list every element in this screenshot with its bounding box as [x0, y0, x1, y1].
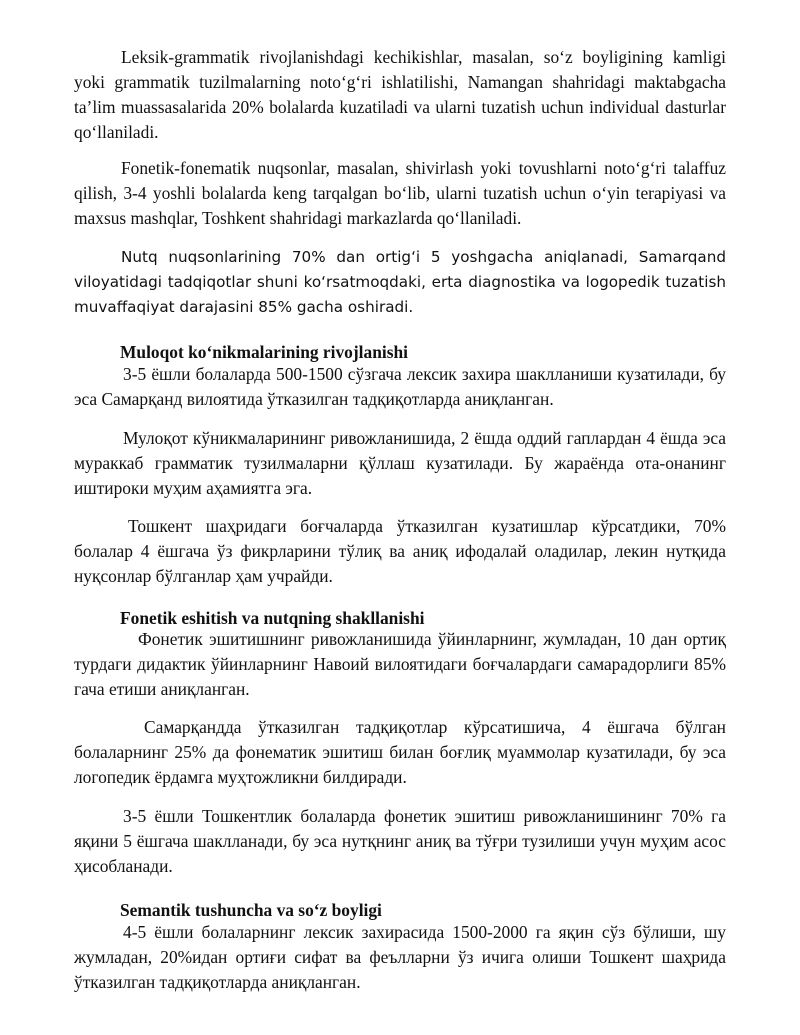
paragraph-phonetic-phonemic-defects: Fonetik-fonematik nuqsonlar, masalan, shivirlash yoki tovushlarni noto‘g‘ri talaffuz qilish, 3-4 yoshli bolalarda keng tarqalgan bo‘lib, ularni tuzatish uchun o‘yin terapiyasi va maxsus mashqlar, Toshkent shahridagi markazlarda qo‘llaniladi.	[74, 158, 726, 228]
section-heading-semantic-vocabulary: Semantik tushuncha va so‘z boyligi	[120, 900, 382, 920]
paragraph-lexical-grammatical-delays: Leksik-grammatik rivojlanishdagi kechikishlar, masalan, so‘z boyligining kamligi yoki grammatik tuzilmalarning noto‘g‘ri ishlatilishi, Namangan shahridagi maktabgacha ta’lim muassasalarida 20% bolalarda kuzatiladi va ularni tuzatish uchun individual dasturlar qo‘llaniladi.	[74, 47, 726, 142]
section-heading-communication-skills: Muloqot ko‘nikmalarining rivojlanishi	[120, 342, 408, 362]
paragraph-didactic-games: Фонетик эшитишнинг ривожланишида ўйинларнинг, жумладан, 10 дан ортиқ турдаги дидактик ўйинларнинг Навоий вилоятидаги боғчалардаги самарадорлиги 85% гача етиши аниқланган.	[74, 629, 726, 699]
section-heading-phonetic-hearing: Fonetik eshitish va nutqning shakllanishi	[120, 608, 425, 628]
paragraph-tashkent-phonetic-hearing: 3-5 ёшли Тошкентлик болаларда фонетик эшитиш ривожланишининг 70% га яқини 5 ёшгача шаклланади, бу эса нутқнинг аниқ ва тўғри тузилиши учун муҳим асос ҳисобланади.	[74, 806, 726, 876]
paragraph-tashkent-observations: Тошкент шаҳридаги боғчаларда ўтказилган кузатишлар кўрсатдики, 70% болалар 4 ёшгача ўз фикрларини тўлиқ ва аниқ ифодалай оладилар, лекин нутқида нуқсонлар бўлганлар ҳам учрайди.	[74, 516, 726, 586]
paragraph-lexical-reserve: 3-5 ёшли болаларда 500-1500 сўзгача лексик захира шаклланиши кузатилади, бу эса Самарқанд вилоятида ўтказилган тадқиқотларда аниқланган.	[74, 364, 726, 409]
paragraph-communication-development: Мулоқот кўникмаларининг ривожланишида, 2 ёшда оддий гаплардан 4 ёшда эса мураккаб грамматик тузилмаларни қўллаш кузатилади. Бу жараёнда ота-онанинг иштироки муҳим аҳамиятга эга.	[74, 428, 726, 498]
paragraph-speech-defects-diagnosis: Nutq nuqsonlarining 70% dan ortig‘i 5 yoshgacha aniqlanadi, Samarqand viloyatidagi tadqiqotlar shuni ko‘rsatmoqdaki, erta diagnostika va logopedik tuzatish muvaffaqiyat darajasini 85% gacha oshiradi.	[74, 248, 726, 316]
paragraph-samarkand-research: Самарқандда ўтказилган тадқиқотлар кўрсатишича, 4 ёшгача бўлган болаларнинг 25% да фонематик эшитиш билан боғлиқ муаммолар кузатилади, бу эса логопедик ёрдамга муҳтожликни билдиради.	[74, 717, 726, 787]
paragraph-vocabulary-size: 4-5 ёшли болаларнинг лексик захирасида 1500-2000 га яқин сўз бўлиши, шу жумладан, 20%идан ортиғи сифат ва феълларни ўз ичига олиши Тошкент шаҳрида ўтказилган тадқиқотларда аниқланган.	[74, 922, 726, 992]
